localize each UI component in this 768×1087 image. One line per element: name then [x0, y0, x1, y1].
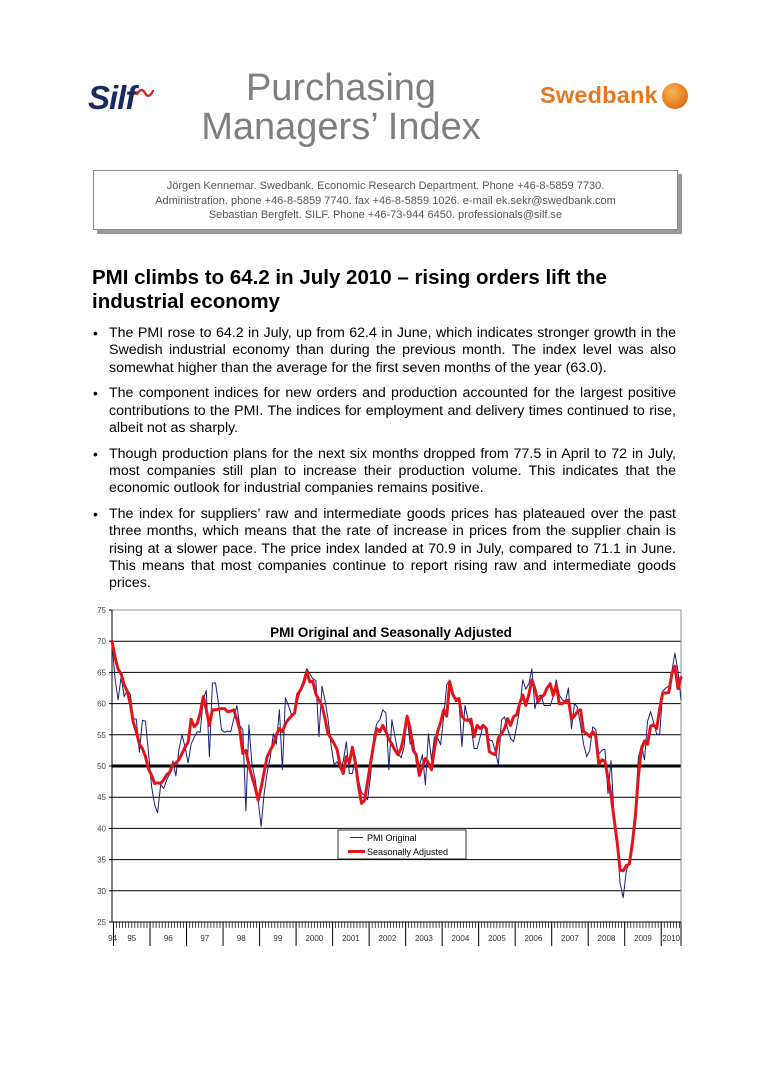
x-tick-label: 2010 — [662, 934, 681, 943]
document-title-line2: Managers’ Index — [201, 106, 481, 148]
x-tick-label: 2007 — [561, 934, 579, 943]
y-tick-label: 25 — [97, 918, 106, 927]
x-tick-label: 2000 — [305, 934, 324, 943]
x-tick-label: 2001 — [341, 934, 360, 943]
x-tick-label: 2002 — [378, 934, 397, 943]
contact-line-silf: Sebastian Bergfelt. SILF. Phone +46-73-944 6450. professionals@silf.se — [208, 209, 563, 221]
y-tick-label: 55 — [97, 730, 106, 740]
bullet-icon — [93, 506, 98, 523]
bullet-text: The index for suppliers’ raw and intermediate goods prices has plateaued over the past three months, which means that the rate of increase in prices from the supplier chain is rising at a slower pace. The price index landed at 70.9 in July, compared to 71.1 in June. This means that most companies continue to report rising raw and intermediate goods prices. — [109, 506, 676, 592]
x-tick-label: 2003 — [414, 934, 433, 943]
bullet-item — [92, 385, 676, 437]
bullet-text: The PMI rose to 64.2 in July, up from 62.4 in June, which indicates stronger growth in the Swedish industrial economy than during the previous month. The index level was also somewhat higher than the average for the first seven months of the year (63.0). — [109, 325, 676, 376]
chart-legend — [338, 830, 466, 859]
y-tick-label: 70 — [97, 637, 106, 647]
y-tick-label: 65 — [97, 668, 106, 678]
pmi-line-chart — [80, 600, 690, 950]
x-tick-label: 94 — [108, 934, 117, 943]
y-tick-label: 40 — [97, 824, 106, 834]
bullet-item — [92, 446, 676, 498]
x-tick-label: 98 — [236, 934, 246, 943]
y-tick-label: 60 — [97, 699, 106, 709]
contact-info-box — [93, 170, 678, 230]
bullet-icon — [93, 325, 98, 342]
bullet-item — [92, 325, 676, 377]
chart-axes — [97, 606, 681, 946]
contact-line-administration: Administration. phone +46-8-5859 7740. fax +46-8-5859 1026. e-mail ek.sekr@swedbank.com — [155, 194, 616, 207]
y-tick-label: 35 — [97, 855, 106, 865]
bullet-list — [92, 325, 676, 601]
x-tick-label: 2005 — [488, 934, 506, 943]
chart-title: PMI Original and Seasonally Adjusted — [270, 625, 512, 640]
silf-logo — [88, 78, 154, 118]
document-title-line1: Purchasing — [245, 67, 437, 109]
bullet-item — [92, 506, 676, 592]
x-tick-label: 2006 — [524, 934, 543, 943]
bullet-text: The component indices for new orders and production accounted for the largest positive contributions to the PMI. The indices for employment and delivery times continued to rise, albeit not as sharply. — [109, 385, 676, 436]
y-tick-label: 45 — [97, 793, 106, 803]
x-tick-label: 2008 — [597, 934, 616, 943]
bullet-icon — [93, 385, 98, 402]
swedbank-oak-icon — [662, 83, 688, 109]
y-tick-label: 75 — [97, 606, 106, 615]
swedbank-logo-text: Swedbank — [540, 82, 658, 108]
y-tick-label: 30 — [97, 886, 106, 896]
swedbank-logo — [540, 82, 688, 109]
bullet-icon — [93, 446, 98, 463]
x-tick-label: 2009 — [634, 934, 652, 943]
x-tick-label: 2004 — [451, 934, 470, 943]
y-tick-label: 50 — [97, 762, 106, 771]
x-tick-label: 95 — [127, 934, 137, 943]
x-tick-label: 96 — [163, 934, 173, 943]
x-tick-label: 97 — [200, 934, 210, 943]
bullet-text: Though production plans for the next six months dropped from 77.5 in April to 72 in July, most companies still plan to increase their production volume. This indicates that the economic outlook for industrial companies remains positive. — [109, 445, 676, 497]
legend-label-adjusted: Seasonally Adjusted — [367, 847, 449, 857]
silf-logo-text: Silf — [88, 79, 136, 116]
legend-label-original: PMI Original — [367, 833, 417, 843]
x-tick-label: 99 — [273, 934, 283, 943]
article-headline: PMI climbs to 64.2 in July 2010 – rising orders lift the industrial economy — [92, 266, 607, 313]
contact-line-swedbank: Jörgen Kennemar. Swedbank. Economic Research Department. Phone +46-8-5859 7730. — [166, 180, 605, 192]
